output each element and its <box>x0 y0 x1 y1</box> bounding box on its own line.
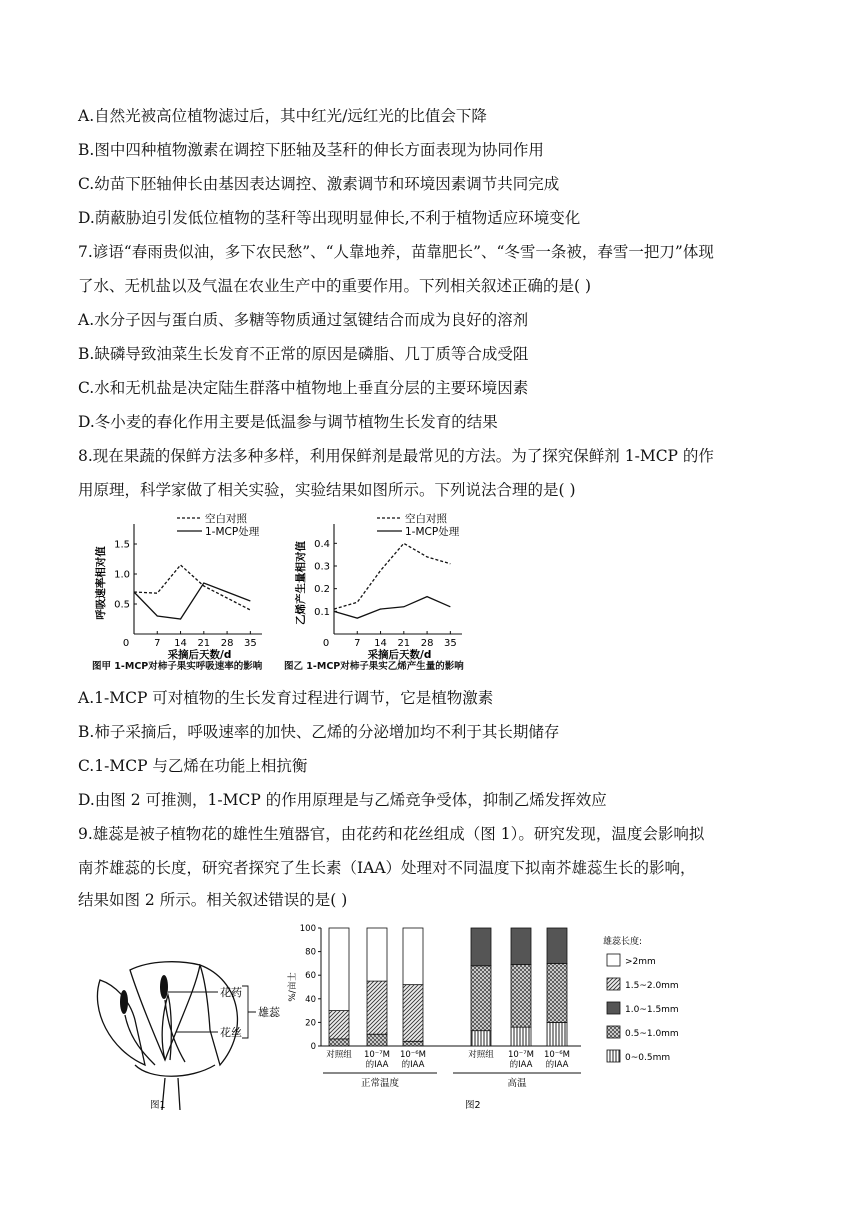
bar-category-label: 对照组 <box>468 1050 494 1060</box>
eth-x-label: 采摘后天数/d <box>367 649 432 661</box>
q9-stem-line2: 南芥雄蕊的长度，研究者探究了生长素（IAA）处理对不同温度下拟南芥雄蕊生长的影响， <box>78 859 696 877</box>
legend-title: 雄蕊长度: <box>603 937 643 947</box>
bar-category-label: 10⁻⁶M <box>399 1050 427 1060</box>
q6-option-a: A.自然光被高位植物滤过后，其中红光/远红光的比值会下降 <box>78 107 487 125</box>
legend-swatch <box>607 1050 620 1062</box>
resp-y-label: 呼吸速率相对值 <box>95 546 107 620</box>
q7-stem-line1: 7.谚语“春雨贵似油，多下农民愁”、“人靠地养，苗靠肥长”、“冬雪一条被，春雪一把刀”体现 <box>78 243 714 261</box>
resp-y-tick-label: 1.5 <box>114 539 130 551</box>
bar-segment <box>547 963 567 1022</box>
chart-respiration-caption: 图甲 1-MCP对柿子果实呼吸速率的影响 <box>92 661 263 672</box>
eth-legend-label: 1-MCP处理 <box>405 526 460 538</box>
resp-x-label: 采摘后天数/d <box>167 649 232 661</box>
resp-series-mcp-line <box>134 583 250 619</box>
eth-y-label: 乙烯产生量相对值 <box>295 541 307 625</box>
bar-segment <box>329 1011 349 1039</box>
bar-segment <box>547 1022 567 1046</box>
bar-segment <box>511 928 531 965</box>
bar-segment <box>471 966 491 1031</box>
q8-stem-line2: 用原理，科学家做了相关实验，实验结果如图所示。下列说法合理的是( ) <box>78 481 576 499</box>
bar-segment <box>367 981 387 1034</box>
resp-y-tick-label: 1.0 <box>114 569 130 581</box>
chart-ethylene <box>292 510 482 675</box>
q9-stem-line3: 结果如图 2 所示。相关叙述错误的是( ) <box>78 891 348 909</box>
bar-y-tick-label: 0 <box>310 1042 316 1052</box>
resp-legend-label: 1-MCP处理 <box>205 526 260 538</box>
q7-stem-line2: 了水、无机盐以及气温在农业生产中的重要作用。下列相关叙述正确的是( ) <box>78 277 592 295</box>
q9-stem-line1: 9.雄蕊是被子植物花的雄性生殖器官，由花药和花丝组成（图 1）。研究发现，温度会影响拟 <box>78 825 705 843</box>
bar-segment <box>511 1027 531 1046</box>
eth-legend-label: 空白对照 <box>405 513 447 525</box>
legend-label: >2mm <box>625 957 656 967</box>
q8-option-b: B.柿子采摘后，呼吸速率的加快、乙烯的分泌增加均不利于其长期储存 <box>78 723 560 741</box>
bar-y-tick-label: 60 <box>305 971 316 982</box>
resp-x-tick-label: 35 <box>243 638 257 649</box>
q6-option-c: C.幼苗下胚轴伸长由基因表达调控、激素调节和环境因素调节共同完成 <box>78 175 560 193</box>
label-filament: 花丝 <box>220 1026 242 1039</box>
bar-category-label-2: 的IAA <box>545 1060 569 1070</box>
eth-x-tick-label: 0 <box>322 638 330 649</box>
bar-segment <box>547 928 567 963</box>
label-anther: 花药 <box>220 986 242 999</box>
legend-label: 1.5~2.0mm <box>625 981 679 991</box>
bar-y-tick-label: 100 <box>299 924 316 934</box>
resp-y-tick-label: 0.5 <box>114 599 130 611</box>
bar-y-tick-label: 80 <box>305 947 316 958</box>
legend-swatch <box>607 978 620 990</box>
bar-category-label: 10⁻⁶M <box>543 1050 571 1060</box>
legend-swatch <box>607 954 620 966</box>
stamen-length-chart <box>285 922 705 1117</box>
legend-swatch <box>607 1026 620 1038</box>
bar-segment <box>403 928 423 985</box>
bar-segment <box>329 928 349 1011</box>
legend-label: 0.5~1.0mm <box>625 1029 679 1039</box>
q7-option-d: D.冬小麦的春化作用主要是低温参与调节植物生长发育的结果 <box>78 413 498 431</box>
q7-option-b: B.缺磷导致油菜生长发育不正常的原因是磷脂、几丁质等合成受阻 <box>78 345 529 363</box>
resp-x-tick-label: 28 <box>220 638 234 649</box>
bar-y-label: %/亩士 <box>288 972 298 1002</box>
q8-option-d: D.由图 2 可推测，1-MCP 的作用原理是与乙烯竞争受体，抑制乙烯发挥效应 <box>78 791 607 809</box>
eth-y-tick-label: 0.1 <box>314 606 330 618</box>
q8-option-a: A.1-MCP 可对植物的生长发育过程进行调节，它是植物激素 <box>78 689 494 707</box>
resp-x-tick-label: 0 <box>122 638 130 649</box>
eth-x-tick-label: 21 <box>397 638 411 649</box>
q7-option-c: C.水和无机盐是决定陆生群落中植物地上垂直分层的主要环境因素 <box>78 379 529 397</box>
bar-category-label-2: 的IAA <box>365 1060 389 1070</box>
bar-segment <box>471 928 491 966</box>
bar-category-label: 对照组 <box>326 1050 352 1060</box>
bar-category-label: 10⁻⁷M <box>363 1050 391 1060</box>
flower-diagram <box>90 950 300 1115</box>
fig1-caption: 图1 <box>150 1100 166 1111</box>
q7-option-a: A.水分子因与蛋白质、多糖等物质通过氢键结合而成为良好的溶剂 <box>78 311 529 329</box>
label-stamen: 雄蕊 <box>258 1006 280 1019</box>
fig2-caption: 图2 <box>465 1100 481 1111</box>
bar-category-label: 10⁻⁷M <box>507 1050 535 1060</box>
chart-respiration <box>92 510 282 675</box>
group-label-normal: 正常温度 <box>360 1078 400 1089</box>
eth-y-tick-label: 0.3 <box>314 561 330 573</box>
resp-series-control-line <box>134 565 250 610</box>
legend-label: 1.0~1.5mm <box>625 1005 679 1015</box>
chart-ethylene-caption: 图乙 1-MCP对柿子果实乙烯产生量的影响 <box>284 661 464 672</box>
eth-y-tick-label: 0.2 <box>314 584 330 596</box>
eth-x-tick-label: 28 <box>420 638 434 649</box>
eth-series-mcp-line <box>334 597 450 619</box>
bar-category-label-2: 的IAA <box>401 1060 425 1070</box>
q8-stem-line1: 8.现在果蔬的保鲜方法多种多样，利用保鲜剂是最常见的方法。为了探究保鲜剂 1-MCP 的作 <box>78 447 714 465</box>
resp-x-tick-label: 7 <box>154 638 161 649</box>
resp-x-tick-label: 21 <box>197 638 211 649</box>
callout-lines <box>168 986 256 1038</box>
eth-y-tick-label: 0.4 <box>314 538 330 550</box>
q6-option-d: D.荫蔽胁迫引发低位植物的茎秆等出现明显伸长,不利于植物适应环境变化 <box>78 209 581 227</box>
bar-segment <box>367 1034 387 1046</box>
legend-swatch <box>607 1002 620 1014</box>
bar-y-tick-label: 20 <box>305 1018 316 1029</box>
bar-segment <box>403 1041 423 1046</box>
eth-x-tick-label: 7 <box>354 638 361 649</box>
bar-segment <box>471 1031 491 1046</box>
q8-option-c: C.1-MCP 与乙烯在功能上相抗衡 <box>78 757 308 775</box>
bar-segment <box>329 1039 349 1046</box>
legend-label: 0~0.5mm <box>625 1053 671 1063</box>
resp-legend-label: 空白对照 <box>205 513 247 525</box>
bar-segment <box>511 965 531 1028</box>
bar-y-tick-label: 40 <box>305 994 316 1005</box>
bar-segment <box>367 928 387 981</box>
resp-x-tick-label: 14 <box>174 638 187 649</box>
eth-x-tick-label: 14 <box>374 638 387 649</box>
bar-category-label-2: 的IAA <box>509 1060 533 1070</box>
group-label-high: 高温 <box>507 1078 527 1089</box>
eth-x-tick-label: 35 <box>443 638 457 649</box>
q6-option-b: B.图中四种植物激素在调控下胚轴及茎秆的伸长方面表现为协同作用 <box>78 141 544 159</box>
bar-segment <box>403 985 423 1042</box>
